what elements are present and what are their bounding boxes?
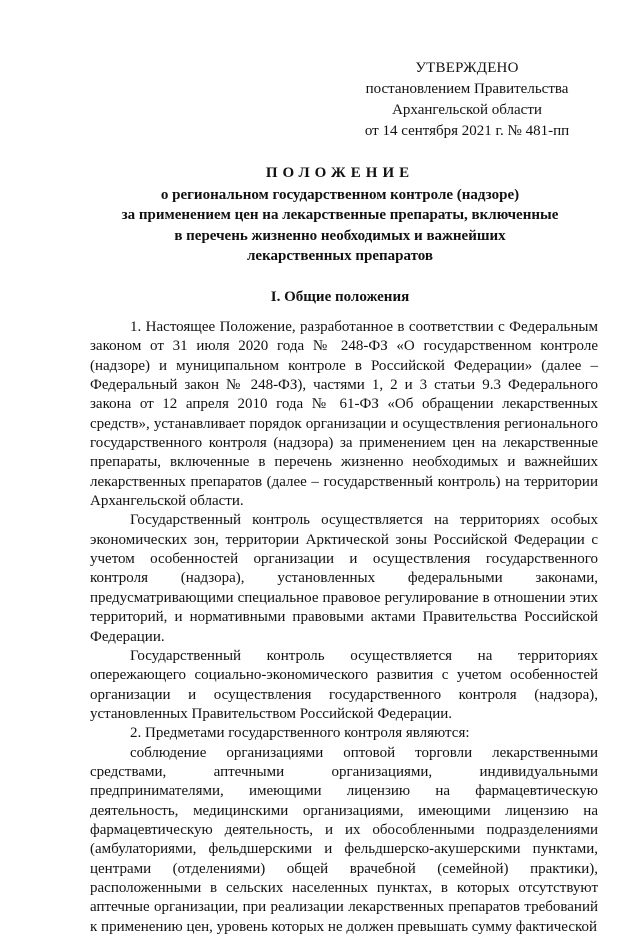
paragraph-4: 2. Предметами государственного контроля являются: <box>130 725 470 742</box>
title-line-4: лекарственных препаратов <box>247 248 433 264</box>
approval-line-1: постановлением Правительства <box>365 81 569 97</box>
document-title <box>90 163 590 267</box>
title-line-1: о региональном государственном контроле (надзоре) <box>160 186 520 203</box>
paragraph-1: 1. Настоящее Положение, разработанное в соответствии с Федеральным законом от 31 июля 2020 года № 248-ФЗ «О государственном контроле (надзоре) и муниципальном контроле в Российской Федерации» (далее – Федеральный закон № 248-ФЗ), частями 1, 2 и 3 статьи 9.3 Федерального закона от 12 апреля 2010 года № 61-ФЗ «Об обращении лекарственных средств», устанавливает порядок организации и осуществления регионального государственного контроля (надзора) за применением цен на лекарственные препараты, включенные в перечень жизненно необходимых и важнейших лекарственных препаратов (далее – государственный контроль) на территории Архангельской области. <box>90 319 598 510</box>
section-heading: I. Общие положения <box>270 289 410 305</box>
title-line-3: в перечень жизненно необходимых и важнейших <box>174 227 506 244</box>
approval-line-2: Архангельской области <box>392 102 542 118</box>
approval-stamp <box>352 58 582 142</box>
document-body <box>90 318 598 937</box>
approval-title: УТВЕРЖДЕНО <box>415 60 519 76</box>
document-heading: ПОЛОЖЕНИЕ <box>265 165 415 181</box>
paragraph-3: Государственный контроль осуществляется на территориях опережающего социально-экономического развития с учетом особенностей организации и осуществления государственного контроля (надзора), установленных Правительством Российской Федерации. <box>90 647 598 722</box>
paragraph-5: соблюдение организациями оптовой торговли лекарственными средствами, аптечными организациями, индивидуальными предпринимателями, имеющими лицензию на фармацевтическую деятельность, медицинскими организациями, имеющими лицензию на фармацевтическую деятельность, и их обособленными подразделениями (амбулаториями, фельдшерскими и фельдшерско-акушерскими пунктами, центрами (отделениями) общей врачебной (семейной) практики), расположенными в сельских населенных пунктах, в которых отсутствуют аптечные организации, при реализации лекарственных препаратов требований к применению цен, уровень которых не должен превышать сумму фактической <box>90 744 598 935</box>
title-line-2: за применением цен на лекарственные препараты, включенные <box>121 207 559 223</box>
paragraph-2: Государственный контроль осуществляется на территориях особых экономических зон, территории Арктической зоны Российской Федерации с учетом особенностей организации и осуществления государственного контроля (надзора), установленных федеральными законами, предусматривающими специальное правовое регулирование в отношении этих территорий, и нормативными правовыми актами Правительства Российской Федерации. <box>90 512 598 645</box>
approval-line-3: от 14 сентября 2021 г. № 481-пп <box>364 123 570 139</box>
